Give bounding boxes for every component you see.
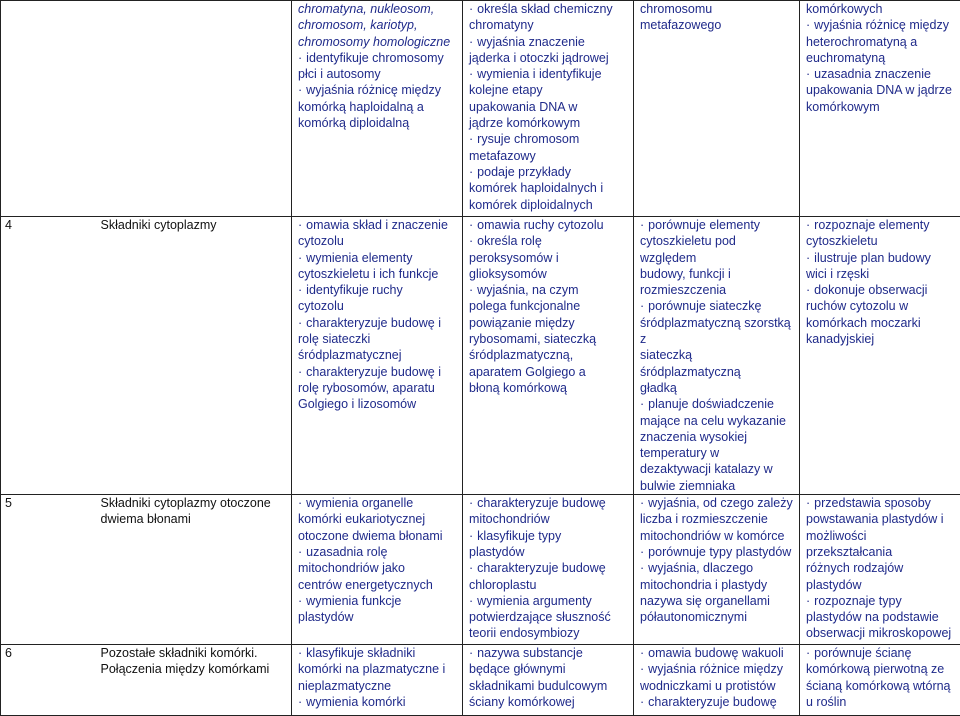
bullet-icon: · [298,695,302,709]
requirement-text-line: rozpoznaje elementy [814,218,929,232]
continued-text-line: chromosomu [640,1,793,17]
bullet-icon: · [640,646,644,660]
requirement-text-line: mające na celu wykazanie [640,414,786,428]
lesson-number: 4 [5,218,12,232]
continued-text-line: chromatyna, nukleosom, [298,1,456,17]
requirement-text-line: charakteryzuje budowę [477,561,606,575]
requirement-text-line: komórki eukariotycznej [298,512,425,526]
requirement-text-line: gładką [640,381,677,395]
bullet-icon: · [298,594,302,608]
requirement-text-line: cytoszkieletu pod względem [640,234,736,264]
requirement-item [469,282,627,396]
bullet-icon: · [469,594,473,608]
requirement-text-line: temperatury w [640,446,719,460]
requirement-text-line: wici i rzęski [806,267,869,281]
requirement-text-line: porównuje ścianę [814,646,911,660]
bullet-icon: · [469,165,473,179]
requirement-text-line: chromatyny [469,18,534,32]
requirement-text-line: rozpoznaje typy [814,594,902,608]
requirement-text-line: wymienia komórki [306,695,405,709]
requirement-text-line: uzasadnia znaczenie [814,67,931,81]
requirement-item [469,645,627,710]
requirement-text-line: mitochondria i plastydy [640,578,767,592]
requirement-item [469,593,627,642]
requirement-text-line: charakteryzuje budowę [648,695,777,709]
requirement-text-line: dokonuje obserwacji [814,283,927,297]
continued-text-line: komórkowych [806,1,954,17]
requirement-text-line: znaczenia wysokiej [640,430,747,444]
requirement-text-line: będące głównymi [469,662,566,676]
requirement-text-line: klasyfikuje składniki [306,646,415,660]
requirement-text-line: teorii endosymbiozy [469,626,579,640]
lesson-number-cell [1,217,97,495]
bullet-icon: · [469,67,473,81]
requirement-text-line: ilustruje plan budowy [814,251,931,265]
requirement-item [640,396,793,494]
requirement-text-line: wyjaśnia, dlaczego [648,561,753,575]
requirement-text-line: omawia ruchy cytozolu [477,218,603,232]
requirement-item [469,233,627,282]
requirement-text-line: Golgiego i lizosomów [298,397,416,411]
bullet-icon: · [469,132,473,146]
requirements-cell [634,645,800,716]
requirement-text-line: powstawania plastydów i [806,512,944,526]
requirement-text-line: jąderka i otoczki jądrowej [469,51,609,65]
bullet-icon: · [298,646,302,660]
requirement-item [640,298,793,396]
requirement-item [469,1,627,34]
requirement-text-line: plastydów [469,545,525,559]
requirements-cell [634,1,800,217]
bullet-icon: · [640,561,644,575]
requirement-text-line: komórek diploidalnych [469,198,593,212]
requirement-text-line: cytozolu [298,299,344,313]
requirement-item [806,250,954,283]
lesson-topic-cell [97,645,292,716]
requirement-item [469,560,627,593]
requirement-text-line: siateczką śródplazmatyczną [640,348,741,378]
requirement-item [640,661,793,694]
requirement-text-line: nazywa substancje [477,646,583,660]
requirement-text-line: cytoszkieletu i ich funkcje [298,267,438,281]
requirement-item [298,544,456,593]
requirement-item [806,593,954,642]
bullet-icon: · [640,299,644,313]
requirements-cell [800,495,960,645]
lesson-number: 6 [5,646,12,660]
requirement-text-line: śródplazmatyczną, [469,348,573,362]
requirement-text-line: ruchów cytozolu w [806,299,908,313]
requirement-text-line: ścianą komórkową wtórną [806,679,951,693]
bullet-icon: · [298,218,302,232]
requirement-text-line: plastydów [806,578,862,592]
requirement-item [640,560,793,625]
bullet-icon: · [469,234,473,248]
requirement-item [469,131,627,164]
requirements-cell [292,495,463,645]
continued-text-line: chromosom, kariotyp, [298,17,456,33]
requirement-item [298,50,456,83]
requirement-text-line: kolejne etapy [469,83,543,97]
table-row [1,495,960,645]
requirement-item [298,217,456,250]
requirement-item [469,66,627,131]
requirement-text-line: liczba i rozmieszczenie [640,512,768,526]
requirement-text-line: komórką haploidalną a [298,100,424,114]
bullet-icon: · [640,695,644,709]
requirement-text-line: upakowania DNA w jądrze [806,83,952,97]
requirement-text-line: glioksysomów [469,267,547,281]
requirement-text-line: komórkową pierwotną ze [806,662,944,676]
requirement-text-line: podaje przykłady [477,165,571,179]
requirement-text-line: identyfikuje ruchy [306,283,403,297]
requirement-text-line: wymienia argumenty [477,594,592,608]
requirement-text-line: rysuje chromosom [477,132,579,146]
lesson-number-cell [1,1,97,217]
requirement-text-line: śródplazmatycznej [298,348,402,362]
bullet-icon: · [298,83,302,97]
requirement-text-line: porównuje typy plastydów [648,545,791,559]
requirement-text-line: plastydów [298,610,354,624]
requirement-item [298,645,456,694]
requirements-cell [800,645,960,716]
requirement-item [640,645,793,661]
bullet-icon: · [806,646,810,660]
requirement-text-line: charakteryzuje budowę i [306,365,441,379]
requirement-text-line: porównuje siateczkę [648,299,761,313]
bullet-icon: · [640,496,644,510]
requirement-item [806,17,954,66]
bullet-icon: · [469,2,473,16]
lesson-number-cell [1,495,97,645]
requirement-text-line: komórkach moczarki [806,316,921,330]
requirement-text-line: metafazowy [469,149,536,163]
requirement-text-line: budowy, funkcji i [640,267,731,281]
requirement-text-line: obserwacji mikroskopowej [806,626,951,640]
bullet-icon: · [469,529,473,543]
requirement-text-line: płci i autosomy [298,67,381,81]
requirement-text-line: cytozolu [298,234,344,248]
table-row [1,645,960,716]
requirement-text-line: określa skład chemiczny [477,2,612,16]
requirement-text-line: wyjaśnia, od czego zależy [648,496,793,510]
requirement-text-line: półautonomicznymi [640,610,747,624]
bullet-icon: · [806,251,810,265]
requirement-text-line: komórki na plazmatyczne i [298,662,445,676]
requirement-text-line: ściany komórkowej [469,695,575,709]
requirement-text-line: rolę rybosomów, aparatu [298,381,435,395]
requirement-text-line: bulwie ziemniaka [640,479,735,493]
requirement-text-line: mitochondriów jako [298,561,405,575]
bullet-icon: · [806,67,810,81]
requirement-text-line: uzasadnia rolę [306,545,387,559]
lesson-number: 5 [5,496,12,510]
requirement-text-line: wodniczkami u protistów [640,679,775,693]
requirement-text-line: upakowania DNA w [469,100,577,114]
bullet-icon: · [298,316,302,330]
requirement-item [298,495,456,544]
bullet-icon: · [298,51,302,65]
requirement-text-line: jądrze komórkowym [469,116,580,130]
lesson-topic-cell [97,1,292,217]
requirement-text-line: wymienia elementy [306,251,412,265]
bullet-icon: · [806,496,810,510]
requirement-text-line: otoczone dwiema błonami [298,529,443,543]
requirement-text-line: komórkowym [806,100,880,114]
bullet-icon: · [640,397,644,411]
bullet-icon: · [298,365,302,379]
requirement-item [469,217,627,233]
requirement-text-line: kanadyjskiej [806,332,874,346]
requirements-cell [634,495,800,645]
requirement-text-line: aparatem Golgiego a [469,365,586,379]
requirement-item [806,66,954,115]
requirement-text-line: charakteryzuje budowę i [306,316,441,330]
requirement-text-line: potwierdzające słuszność [469,610,611,624]
requirement-item [640,217,793,298]
bullet-icon: · [298,496,302,510]
requirement-item [298,694,456,710]
requirement-text-line: planuje doświadczenie [648,397,774,411]
requirement-text-line: dezaktywacji katalazy w [640,462,773,476]
requirement-text-line: omawia budowę wakuoli [648,646,784,660]
requirement-text-line: centrów energetycznych [298,578,433,592]
requirements-cell [292,1,463,217]
requirement-item [469,495,627,528]
requirement-text-line: identyfikuje chromosomy [306,51,444,65]
requirement-text-line: mitochondriów [469,512,550,526]
requirement-item [806,217,954,250]
lesson-topic: Składniki cytoplazmy [101,218,217,232]
requirement-text-line: nazywa się organellami [640,594,770,608]
requirement-item [640,495,793,544]
requirement-text-line: wyjaśnia różnicę między [814,18,949,32]
table-row [1,1,960,217]
requirement-text-line: wymienia organelle [306,496,413,510]
requirement-item [469,34,627,67]
requirement-item [298,282,456,315]
requirements-cell [634,217,800,495]
continued-text-line: metafazowego [640,17,793,33]
requirement-text-line: mitochondriów w komórce [640,529,785,543]
requirement-item [298,364,456,413]
requirement-text-line: wyjaśnia, na czym [477,283,578,297]
bullet-icon: · [806,594,810,608]
bullet-icon: · [469,218,473,232]
requirement-text-line: śródplazmatyczną szorstką z [640,316,791,346]
lesson-topic-cell [97,495,292,645]
bullet-icon: · [298,283,302,297]
table-row [1,217,960,495]
requirement-item [298,315,456,364]
requirement-text-line: komórką diploidalną [298,116,409,130]
requirement-text-line: wyjaśnia różnicę między [306,83,441,97]
requirement-text-line: charakteryzuje budowę [477,496,606,510]
requirements-cell [463,495,634,645]
requirements-cell [800,217,960,495]
requirement-text-line: klasyfikuje typy [477,529,561,543]
requirement-item [298,82,456,131]
requirement-text-line: przedstawia sposoby [814,496,931,510]
bullet-icon: · [469,646,473,660]
bullet-icon: · [469,35,473,49]
requirement-text-line: wyjaśnia znaczenie [477,35,585,49]
requirement-text-line: powiązanie między [469,316,575,330]
requirement-text-line: polega funkcjonalne [469,299,580,313]
requirement-text-line: heterochromatyną a [806,35,917,49]
requirement-text-line: cytoszkieletu [806,234,878,248]
requirement-text-line: u roślin [806,695,846,709]
requirements-cell [463,217,634,495]
lesson-topic: Składniki cytoplazmy otoczone dwiema błonami [101,496,271,526]
requirement-text-line: różnych rodzajów [806,561,903,575]
requirement-text-line: wymienia i identyfikuje [477,67,601,81]
requirement-item [640,544,793,560]
requirements-cell [463,645,634,716]
requirements-cell [292,645,463,716]
bullet-icon: · [640,545,644,559]
continued-text-line: chromosomy homologiczne [298,34,456,50]
requirement-text-line: rozmieszczenia [640,283,726,297]
requirement-text-line: plastydów na podstawie [806,610,939,624]
requirement-text-line: określa rolę [477,234,542,248]
requirement-text-line: możliwości przekształcania [806,529,892,559]
requirement-text-line: rolę siateczki [298,332,370,346]
requirement-text-line: składnikami budulcowym [469,679,607,693]
requirement-text-line: porównuje elementy [648,218,760,232]
lesson-topic: Pozostałe składniki komórki. Połączenia między komórkami [101,646,270,676]
requirement-item [806,282,954,347]
bullet-icon: · [469,561,473,575]
requirements-cell [463,1,634,217]
bullet-icon: · [806,283,810,297]
bullet-icon: · [640,218,644,232]
requirement-text-line: wymienia funkcje [306,594,401,608]
requirements-cell [800,1,960,217]
lesson-number-cell [1,645,97,716]
requirement-text-line: błoną komórkową [469,381,567,395]
requirement-text-line: rybosomami, siateczką [469,332,596,346]
requirements-cell [292,217,463,495]
bullet-icon: · [298,251,302,265]
requirement-text-line: wyjaśnia różnice między [648,662,783,676]
bullet-icon: · [469,283,473,297]
bullet-icon: · [806,18,810,32]
requirement-item [298,250,456,283]
bullet-icon: · [469,496,473,510]
requirement-text-line: peroksysomów i [469,251,559,265]
lesson-topic-cell [97,217,292,495]
requirement-item [806,495,954,593]
requirement-text-line: omawia skład i znaczenie [306,218,448,232]
requirement-item [806,645,954,710]
requirement-text-line: chloroplastu [469,578,536,592]
requirement-item [469,164,627,213]
requirement-item [469,528,627,561]
requirement-item [298,593,456,626]
requirement-text-line: komórek haploidalnych i [469,181,603,195]
requirement-text-line: nieplazmatyczne [298,679,391,693]
bullet-icon: · [806,218,810,232]
requirement-text-line: euchromatyną [806,51,885,65]
requirement-item [640,694,793,710]
bullet-icon: · [640,662,644,676]
bullet-icon: · [298,545,302,559]
